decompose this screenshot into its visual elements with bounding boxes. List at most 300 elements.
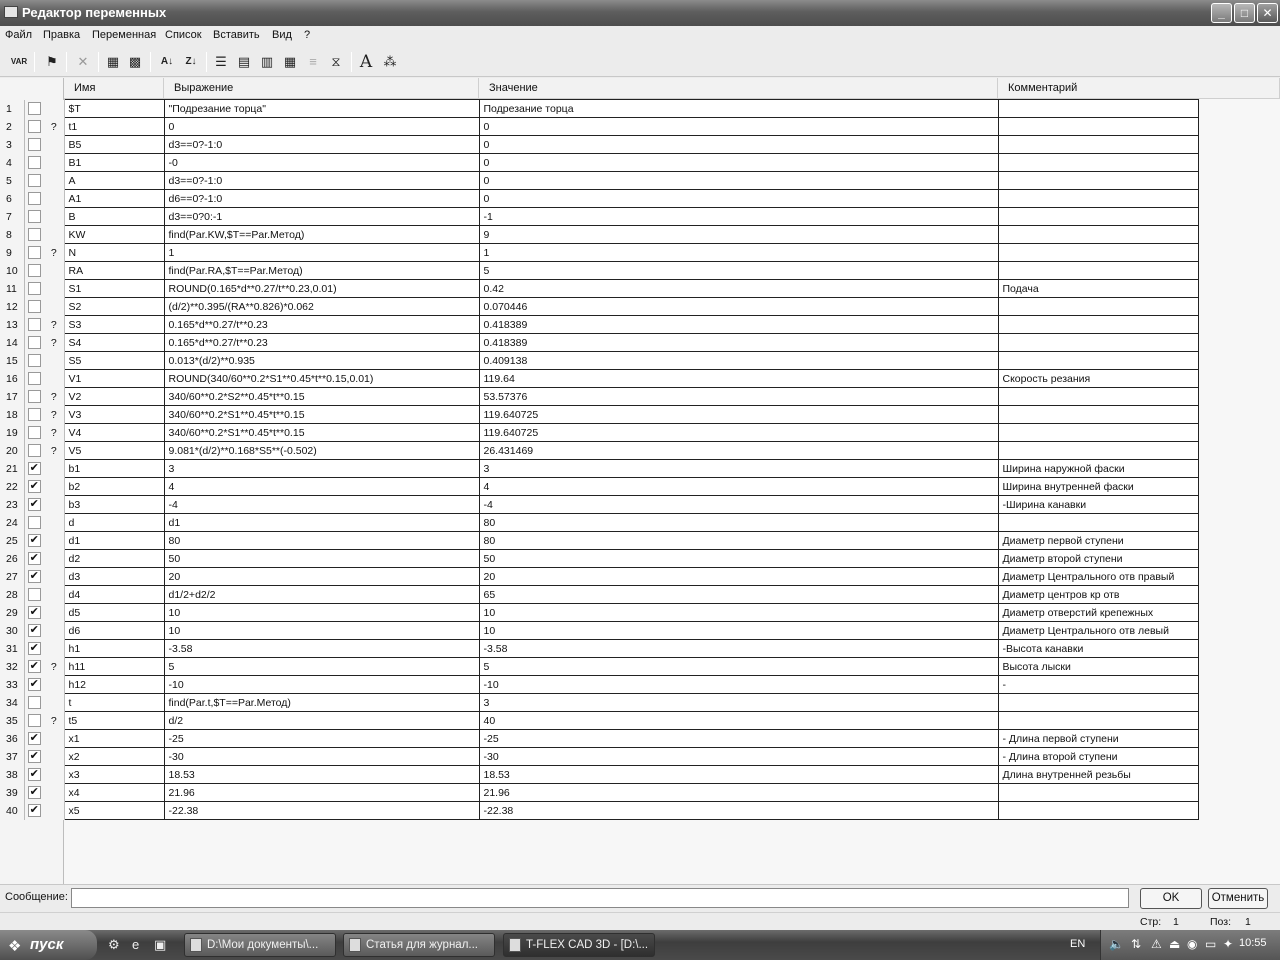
message-field[interactable] — [71, 888, 1129, 908]
checkmark-icon[interactable]: ✔ — [29, 642, 39, 654]
expression-cell[interactable]: -4 — [164, 496, 479, 514]
external-checkbox[interactable] — [24, 604, 44, 622]
checkmark-icon[interactable]: ✔ — [29, 678, 39, 690]
external-checkbox[interactable] — [24, 208, 44, 226]
variable-row[interactable] — [0, 676, 1198, 694]
value-cell: 10 — [479, 622, 998, 640]
variable-name-cell[interactable]: b1 — [64, 460, 164, 478]
checkmark-icon[interactable]: ✔ — [29, 750, 39, 762]
expression-cell[interactable]: "Подрезание торца" — [164, 100, 479, 118]
variable-name-cell[interactable]: x2 — [64, 748, 164, 766]
external-checkbox[interactable] — [24, 478, 44, 496]
variable-row[interactable] — [0, 136, 1198, 154]
comment-cell[interactable] — [998, 172, 1198, 190]
expression-cell[interactable]: 20 — [164, 568, 479, 586]
expression-cell[interactable]: 5 — [164, 658, 479, 676]
variable-row[interactable] — [0, 478, 1198, 496]
checkbox-empty[interactable] — [28, 354, 41, 367]
external-checkbox[interactable] — [24, 370, 44, 388]
comment-cell[interactable] — [998, 424, 1198, 442]
comment-cell[interactable]: -Высота канавки — [998, 640, 1198, 658]
column-header-expression[interactable] — [164, 78, 479, 99]
comment-cell[interactable]: Диаметр центров кр отв — [998, 586, 1198, 604]
value-cell: -30 — [479, 748, 998, 766]
checkbox-empty[interactable] — [28, 318, 41, 331]
external-checkbox[interactable] — [24, 100, 44, 118]
variable-name-cell[interactable]: h11 — [64, 658, 164, 676]
column-header-value[interactable] — [479, 78, 998, 99]
expression-cell[interactable]: 340/60**0.2*S1**0.45*t**0.15 — [164, 406, 479, 424]
var-icon[interactable]: VAR — [10, 57, 28, 66]
variable-row[interactable] — [0, 442, 1198, 460]
checkmark-icon[interactable]: ✔ — [29, 498, 39, 510]
variable-name-cell[interactable]: B5 — [64, 136, 164, 154]
quicklaunch-tools-icon[interactable]: ⚙ — [108, 937, 120, 952]
expression-cell[interactable]: 21.96 — [164, 784, 479, 802]
checkmark-icon[interactable]: ✔ — [29, 786, 39, 798]
variable-name-cell[interactable]: A — [64, 172, 164, 190]
minimize-button[interactable]: _ — [1211, 3, 1232, 23]
expression-cell[interactable]: d/2 — [164, 712, 479, 730]
menu-file[interactable]: Файл — [5, 29, 33, 41]
checkmark-icon[interactable]: ✔ — [29, 462, 39, 474]
comment-cell[interactable] — [998, 388, 1198, 406]
comment-cell[interactable] — [998, 514, 1198, 532]
close-button[interactable]: ✕ — [1257, 3, 1278, 23]
expression-cell[interactable]: 10 — [164, 622, 479, 640]
variable-row[interactable] — [0, 316, 1198, 334]
maximize-button[interactable]: □ — [1234, 3, 1255, 23]
external-checkbox[interactable] — [24, 226, 44, 244]
comment-cell[interactable]: - Длина второй ступени — [998, 748, 1198, 766]
checkbox-empty[interactable] — [28, 174, 41, 187]
checkbox-empty[interactable] — [28, 714, 41, 727]
comment-cell[interactable] — [998, 262, 1198, 280]
variable-row[interactable] — [0, 532, 1198, 550]
variable-row[interactable] — [0, 208, 1198, 226]
checkmark-icon[interactable]: ✔ — [29, 768, 39, 780]
checkbox-empty[interactable] — [28, 102, 41, 115]
expression-cell[interactable]: d1 — [164, 514, 479, 532]
expression-cell[interactable]: -22.38 — [164, 802, 479, 820]
checkmark-icon[interactable]: ✔ — [29, 480, 39, 492]
variable-row[interactable] — [0, 424, 1198, 442]
antivirus-icon[interactable]: ✦ — [1223, 937, 1234, 951]
comment-cell[interactable] — [998, 712, 1198, 730]
comment-cell[interactable]: Ширина наружной фаски — [998, 460, 1198, 478]
expression-cell[interactable]: 3 — [164, 460, 479, 478]
external-checkbox[interactable] — [24, 280, 44, 298]
expression-cell[interactable]: 1 — [164, 244, 479, 262]
expression-cell[interactable]: -0 — [164, 154, 479, 172]
variable-row[interactable] — [0, 298, 1198, 316]
variable-row[interactable] — [0, 496, 1198, 514]
external-checkbox[interactable] — [24, 676, 44, 694]
task-article[interactable] — [343, 933, 495, 957]
start-button[interactable] — [0, 930, 97, 960]
checkbox-empty[interactable] — [28, 210, 41, 223]
comment-cell[interactable] — [998, 226, 1198, 244]
expression-cell[interactable]: -10 — [164, 676, 479, 694]
variable-row[interactable] — [0, 370, 1198, 388]
battery-icon[interactable]: ▭ — [1205, 937, 1217, 951]
comment-cell[interactable]: Высота лыски — [998, 658, 1198, 676]
menu-insert[interactable]: Вставить — [213, 29, 260, 41]
comment-cell[interactable]: Скорость резания — [998, 370, 1198, 388]
variable-row[interactable] — [0, 748, 1198, 766]
variable-row[interactable] — [0, 586, 1198, 604]
expression-cell[interactable]: find(Par.RA,$T==Par.Метод) — [164, 262, 479, 280]
expression-cell[interactable]: 0.165*d**0.27/t**0.23 — [164, 316, 479, 334]
variable-name-cell[interactable]: d6 — [64, 622, 164, 640]
expression-cell[interactable]: d3==0?-1:0 — [164, 136, 479, 154]
variable-name-cell[interactable]: S2 — [64, 298, 164, 316]
page-label: Стр: — [1140, 916, 1162, 928]
column-header-comment[interactable] — [998, 78, 1280, 99]
align-icon[interactable]: ≡ — [309, 54, 317, 69]
variable-name-cell[interactable]: S4 — [64, 334, 164, 352]
comment-cell[interactable] — [998, 316, 1198, 334]
variable-name-cell[interactable]: x1 — [64, 730, 164, 748]
comment-cell[interactable]: - Длина первой ступени — [998, 730, 1198, 748]
delete-icon[interactable]: ✕ — [77, 54, 89, 69]
checkmark-icon[interactable]: ✔ — [29, 660, 39, 672]
comment-cell[interactable] — [998, 100, 1198, 118]
comment-cell[interactable] — [998, 136, 1198, 154]
menu-edit[interactable]: Правка — [43, 29, 81, 41]
external-checkbox[interactable] — [24, 442, 44, 460]
variable-row[interactable] — [0, 460, 1198, 478]
comment-cell[interactable]: Диаметр первой ступени — [998, 532, 1198, 550]
variable-row[interactable] — [0, 352, 1198, 370]
expression-cell[interactable]: (d/2)**0.395/(RA**0.826)*0.062 — [164, 298, 479, 316]
external-checkbox[interactable] — [24, 640, 44, 658]
toolbar-separator — [150, 52, 151, 72]
expression-cell[interactable]: -25 — [164, 730, 479, 748]
variable-name-cell[interactable]: V3 — [64, 406, 164, 424]
comment-cell[interactable] — [998, 298, 1198, 316]
checkmark-icon[interactable]: ✔ — [29, 534, 39, 546]
variable-row[interactable] — [0, 694, 1198, 712]
variable-name-cell[interactable]: h1 — [64, 640, 164, 658]
task-tflex[interactable] — [503, 933, 655, 957]
variable-row[interactable] — [0, 334, 1198, 352]
external-checkbox[interactable] — [24, 352, 44, 370]
variable-name-cell[interactable]: t — [64, 694, 164, 712]
variable-row[interactable] — [0, 802, 1198, 820]
expression-cell[interactable]: 80 — [164, 532, 479, 550]
checkbox-empty[interactable] — [28, 426, 41, 439]
checkbox-empty[interactable] — [28, 264, 41, 277]
variable-name-cell[interactable]: d1 — [64, 532, 164, 550]
variable-name-cell[interactable]: x4 — [64, 784, 164, 802]
system-tray — [1100, 930, 1280, 960]
variable-name-cell[interactable]: V5 — [64, 442, 164, 460]
ok-button[interactable]: OK — [1140, 888, 1202, 909]
comment-cell[interactable]: Подача — [998, 280, 1198, 298]
expression-cell[interactable]: find(Par.t,$T==Par.Метод) — [164, 694, 479, 712]
comment-cell[interactable]: -Ширина канавки — [998, 496, 1198, 514]
comment-cell[interactable] — [998, 244, 1198, 262]
row-number: 25 — [0, 532, 24, 550]
variable-name-cell[interactable]: KW — [64, 226, 164, 244]
comment-cell[interactable] — [998, 694, 1198, 712]
menu-view[interactable]: Вид — [272, 29, 292, 41]
expression-cell[interactable]: d1/2+d2/2 — [164, 586, 479, 604]
comment-cell[interactable] — [998, 208, 1198, 226]
language-indicator[interactable]: EN — [1070, 938, 1086, 950]
checkbox-empty[interactable] — [28, 120, 41, 133]
expression-cell[interactable]: 340/60**0.2*S1**0.45*t**0.15 — [164, 424, 479, 442]
external-checkbox[interactable] — [24, 406, 44, 424]
usb-icon[interactable]: ⏏ — [1169, 937, 1181, 951]
task-my-documents[interactable] — [184, 933, 336, 957]
checkbox-empty[interactable] — [28, 282, 41, 295]
external-checkbox[interactable] — [24, 388, 44, 406]
variable-row[interactable] — [0, 280, 1198, 298]
column-header-comment-label: Комментарий — [1008, 82, 1078, 94]
checkbox-empty[interactable] — [28, 336, 41, 349]
checkbox-empty[interactable] — [28, 246, 41, 259]
variable-name-cell[interactable]: B1 — [64, 154, 164, 172]
comment-cell[interactable] — [998, 154, 1198, 172]
checkmark-icon[interactable]: ✔ — [29, 624, 39, 636]
quicklaunch-desktop-icon[interactable]: ▣ — [154, 937, 167, 952]
variable-row[interactable] — [0, 784, 1198, 802]
external-checkbox[interactable] — [24, 154, 44, 172]
expression-cell[interactable]: d3==0?0:-1 — [164, 208, 479, 226]
variable-name-cell[interactable]: S3 — [64, 316, 164, 334]
quicklaunch-browser-icon[interactable]: e — [132, 937, 140, 952]
variable-row[interactable] — [0, 100, 1198, 118]
checkmark-icon[interactable]: ✔ — [29, 552, 39, 564]
variable-row[interactable] — [0, 766, 1198, 784]
list-icon[interactable]: ☰ — [215, 54, 227, 69]
external-checkbox[interactable] — [24, 316, 44, 334]
external-checkbox[interactable] — [24, 460, 44, 478]
external-checkbox[interactable] — [24, 730, 44, 748]
external-checkbox[interactable] — [24, 118, 44, 136]
font-icon[interactable]: A — [359, 52, 373, 72]
update-icon[interactable]: ◉ — [1187, 937, 1198, 951]
variable-name-cell[interactable]: d — [64, 514, 164, 532]
external-checkbox[interactable] — [24, 262, 44, 280]
comment-cell[interactable]: Ширина внутренней фаски — [998, 478, 1198, 496]
query-marker — [44, 784, 64, 802]
checkbox-empty[interactable] — [28, 408, 41, 421]
variable-name-cell[interactable]: A1 — [64, 190, 164, 208]
variable-name-cell[interactable]: V1 — [64, 370, 164, 388]
variable-name-cell[interactable]: S1 — [64, 280, 164, 298]
variable-row[interactable] — [0, 514, 1198, 532]
checkbox-empty[interactable] — [28, 138, 41, 151]
comment-cell[interactable]: - — [998, 676, 1198, 694]
checkbox-empty[interactable] — [28, 696, 41, 709]
variable-row[interactable] — [0, 406, 1198, 424]
variable-name-cell[interactable]: d2 — [64, 550, 164, 568]
row-number: 38 — [0, 766, 24, 784]
external-checkbox[interactable] — [24, 622, 44, 640]
external-checkbox[interactable] — [24, 334, 44, 352]
variable-row[interactable] — [0, 154, 1198, 172]
external-checkbox[interactable] — [24, 658, 44, 676]
expression-cell[interactable]: 50 — [164, 550, 479, 568]
variable-name-cell[interactable]: b3 — [64, 496, 164, 514]
external-checkbox[interactable] — [24, 496, 44, 514]
checkbox-empty[interactable] — [28, 372, 41, 385]
external-checkbox[interactable] — [24, 802, 44, 820]
comment-cell[interactable] — [998, 802, 1198, 820]
variable-name-cell[interactable]: x3 — [64, 766, 164, 784]
variable-name-cell[interactable]: $T — [64, 100, 164, 118]
variable-name-cell[interactable]: t1 — [64, 118, 164, 136]
colors-icon[interactable]: ⁂ — [383, 54, 397, 69]
external-checkbox[interactable] — [24, 136, 44, 154]
external-checkbox[interactable] — [24, 424, 44, 442]
variable-row[interactable] — [0, 262, 1198, 280]
comment-cell[interactable] — [998, 334, 1198, 352]
menu-help[interactable]: ? — [304, 29, 311, 41]
expression-cell[interactable]: -30 — [164, 748, 479, 766]
variable-name-cell[interactable]: RA — [64, 262, 164, 280]
external-checkbox[interactable] — [24, 748, 44, 766]
variable-row[interactable] — [0, 172, 1198, 190]
external-checkbox[interactable] — [24, 244, 44, 262]
menu-variable[interactable]: Переменная — [92, 29, 157, 41]
external-checkbox[interactable] — [24, 694, 44, 712]
external-checkbox[interactable] — [24, 712, 44, 730]
row-number: 18 — [0, 406, 24, 424]
variable-row[interactable] — [0, 604, 1198, 622]
expression-cell[interactable]: d3==0?-1:0 — [164, 172, 479, 190]
variable-name-cell[interactable]: S5 — [64, 352, 164, 370]
variable-name-cell[interactable]: x5 — [64, 802, 164, 820]
row-number: 6 — [0, 190, 24, 208]
comment-cell[interactable]: Диаметр второй ступени — [998, 550, 1198, 568]
query-marker — [44, 208, 64, 226]
expression-cell[interactable]: -3.58 — [164, 640, 479, 658]
expression-cell[interactable]: 9.081*(d/2)**0.168*S5**(-0.502) — [164, 442, 479, 460]
expression-cell[interactable]: d6==0?-1:0 — [164, 190, 479, 208]
volume-icon[interactable]: 🔈 — [1109, 937, 1124, 951]
variable-row[interactable] — [0, 226, 1198, 244]
variable-name-cell[interactable]: d3 — [64, 568, 164, 586]
checkmark-icon[interactable]: ✔ — [29, 570, 39, 582]
comment-cell[interactable] — [998, 406, 1198, 424]
save-all-icon[interactable]: ▩ — [128, 54, 142, 69]
expression-cell[interactable]: 4 — [164, 478, 479, 496]
network-icon[interactable]: ⇅ — [1131, 937, 1142, 951]
comment-cell[interactable]: Диаметр Центрального отв правый — [998, 568, 1198, 586]
comment-cell[interactable] — [998, 784, 1198, 802]
variable-name-cell[interactable]: t5 — [64, 712, 164, 730]
comment-cell[interactable] — [998, 442, 1198, 460]
comment-cell[interactable]: Диаметр Центрального отв левый — [998, 622, 1198, 640]
external-checkbox[interactable] — [24, 514, 44, 532]
variable-row[interactable] — [0, 622, 1198, 640]
external-checkbox[interactable] — [24, 766, 44, 784]
checkmark-icon[interactable]: ✔ — [29, 732, 39, 744]
external-checkbox[interactable] — [24, 784, 44, 802]
flag-icon[interactable]: ⚑ — [46, 54, 58, 69]
comment-cell[interactable]: Диаметр отверстий крепежных — [998, 604, 1198, 622]
sort-za-icon[interactable]: Z↓ — [185, 56, 197, 67]
variable-row[interactable] — [0, 658, 1198, 676]
external-checkbox[interactable] — [24, 298, 44, 316]
table-icon[interactable]: ▥ — [260, 54, 274, 69]
variable-name-cell[interactable]: d5 — [64, 604, 164, 622]
external-checkbox[interactable] — [24, 550, 44, 568]
cancel-button[interactable]: Отменить — [1208, 888, 1268, 909]
menu-list[interactable]: Список — [165, 29, 202, 41]
variable-row[interactable] — [0, 640, 1198, 658]
expression-cell[interactable]: 18.53 — [164, 766, 479, 784]
variable-row[interactable] — [0, 568, 1198, 586]
comment-cell[interactable]: Длина внутренней резьбы — [998, 766, 1198, 784]
save-icon[interactable]: ▦ — [106, 54, 120, 69]
variable-row[interactable] — [0, 118, 1198, 136]
column-header-name[interactable] — [64, 78, 164, 99]
variable-name-cell[interactable]: N — [64, 244, 164, 262]
checkmark-icon[interactable]: ✔ — [29, 606, 39, 618]
external-checkbox[interactable] — [24, 190, 44, 208]
sort-az-icon[interactable]: A↓ — [160, 56, 174, 67]
compress-icon[interactable]: ⧖ — [331, 54, 341, 69]
variable-name-cell[interactable]: V2 — [64, 388, 164, 406]
expression-cell[interactable]: 0.165*d**0.27/t**0.23 — [164, 334, 479, 352]
comment-cell[interactable] — [998, 190, 1198, 208]
variable-name-cell[interactable]: b2 — [64, 478, 164, 496]
comment-cell[interactable] — [998, 352, 1198, 370]
checkbox-empty[interactable] — [28, 300, 41, 313]
external-checkbox[interactable] — [24, 172, 44, 190]
external-checkbox[interactable] — [24, 586, 44, 604]
checkbox-empty[interactable] — [28, 516, 41, 529]
checkbox-empty[interactable] — [28, 390, 41, 403]
expression-cell[interactable]: 340/60**0.2*S2**0.45*t**0.15 — [164, 388, 479, 406]
variable-row[interactable] — [0, 712, 1198, 730]
expression-cell[interactable]: find(Par.KW,$T==Par.Метод) — [164, 226, 479, 244]
variable-name-cell[interactable]: h12 — [64, 676, 164, 694]
variable-name-cell[interactable]: d4 — [64, 586, 164, 604]
checkmark-icon[interactable]: ✔ — [29, 804, 39, 816]
variable-row[interactable] — [0, 190, 1198, 208]
expression-cell[interactable]: ROUND(340/60**0.2*S1**0.45*t**0.15,0.01) — [164, 370, 479, 388]
expression-cell[interactable]: 0.013*(d/2)**0.935 — [164, 352, 479, 370]
variable-row[interactable] — [0, 550, 1198, 568]
table-grid-icon[interactable]: ▦ — [283, 54, 297, 69]
external-checkbox[interactable] — [24, 532, 44, 550]
variable-row[interactable] — [0, 388, 1198, 406]
checkbox-empty[interactable] — [28, 588, 41, 601]
open-icon[interactable]: ▤ — [237, 54, 251, 69]
checkbox-empty[interactable] — [28, 444, 41, 457]
expression-cell[interactable]: 0 — [164, 118, 479, 136]
variable-row[interactable] — [0, 730, 1198, 748]
expression-cell[interactable]: 10 — [164, 604, 479, 622]
variable-row[interactable] — [0, 244, 1198, 262]
security-icon[interactable]: ⚠ — [1151, 937, 1162, 951]
variable-name-cell[interactable]: B — [64, 208, 164, 226]
checkbox-empty[interactable] — [28, 228, 41, 241]
checkbox-empty[interactable] — [28, 156, 41, 169]
external-checkbox[interactable] — [24, 568, 44, 586]
variable-name-cell[interactable]: V4 — [64, 424, 164, 442]
title-bar[interactable] — [0, 0, 1280, 26]
comment-cell[interactable] — [998, 118, 1198, 136]
expression-cell[interactable]: ROUND(0.165*d**0.27/t**0.23,0.01) — [164, 280, 479, 298]
checkbox-empty[interactable] — [28, 192, 41, 205]
